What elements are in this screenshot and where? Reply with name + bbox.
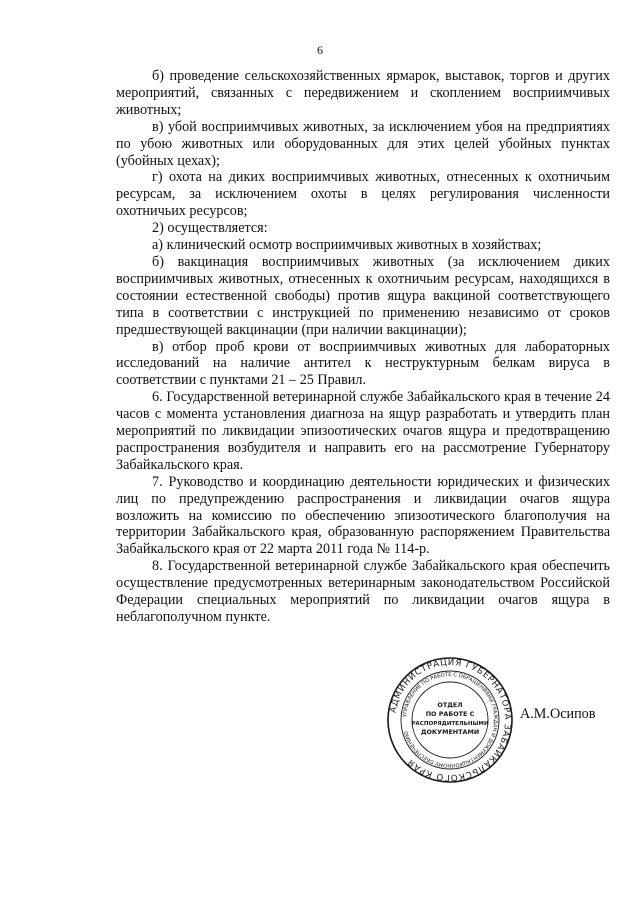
stamp-center-line-2: ПО РАБОТЕ С xyxy=(425,710,475,718)
stamp-center-line-3: РАСПОРЯДИТЕЛЬНЫМИ xyxy=(411,721,489,727)
stamp-outer-text: АДМИНИСТРАЦИЯ ГУБЕРНАТОРА ЗАБАЙКАЛЬСКОГО КРАЯ xyxy=(388,657,513,783)
paragraph-1g: г) охота на диких восприимчивых животных, отнесенных к охотничьим ресурсам, за исключением охоты в целях регулирования численности охотничьих ресурсов; xyxy=(116,169,610,220)
paragraph-1b: б) проведение сельскохозяйственных ярмарок, выставок, торгов и других мероприятий, связанных с передвижением и скоплением восприимчивых животных; xyxy=(116,68,610,118)
paragraph-2: 2) осуществляется: xyxy=(152,220,268,237)
paragraph-7: 7. Руководство и координацию деятельности юридических и физических лиц по предупреждению распространения и ликвидации очагов ящура возложить на комиссию по обеспечению эпизоотического благополучия на территории Забайкальского края, образованную распоряжением Правительства Забайкальского края от 22 марта 2011 года № 114-р. xyxy=(116,473,610,558)
official-stamp xyxy=(385,655,515,785)
paragraph-2a: а) клинический осмотр восприимчивых животных в хозяйствах; xyxy=(152,237,542,254)
stamp-inner-text: УПРАВЛЕНИЕ ПО РАБОТЕ С ОБРАЩЕНИЯМИ ГРАЖДАН И ДОКУМЕНТАЦИОННОМУ ОБЕСПЕЧЕНИЮ xyxy=(402,671,499,769)
paragraph-6: 6. Государственной ветеринарной службе Забайкальского края в течение 24 часов с момента установления диагноза на ящур разработать и утвердить план мероприятий по ликвидации эпизоотических очагов ящура и предотвращению распространения возбудителя и направить его на рассмотрение Губернатору Забайкальского края. xyxy=(116,389,610,473)
svg-text:УПРАВЛЕНИЕ ПО РАБОТЕ С ОБРАЩЕН xyxy=(402,672,498,768)
stamp-center-line-4: ДОКУМЕНТАМИ xyxy=(420,728,480,736)
stamp-center-line-1: ОТДЕЛ xyxy=(437,701,463,709)
document-body xyxy=(116,68,610,626)
signer-name: А.М.Осипов xyxy=(520,706,596,722)
paragraph-2b: б) вакцинация восприимчивых животных (за исключением диких восприимчивых животных, отнесенных к охотничьим ресурсам, находящихся в состоянии естественной свободы) против ящура вакциной соответствующего типа в соответствии с инструкцией по применению независимо от сроков предшествующей вакцинации (при наличии вакцинации); xyxy=(116,253,610,338)
page-number: 6 xyxy=(317,43,323,57)
paragraph-1v: в) убой восприимчивых животных, за исключением убоя на предприятиях по убою животных или оборудованных для этих целей убойных пунктах (убойных цехах); xyxy=(116,118,610,169)
paragraph-8: 8. Государственной ветеринарной службе Забайкальского края обеспечить осуществление предусмотренных ветеринарным законодательством Российской Федерации специальных мероприятий по ликвидации очагов ящура в неблагополучном пункте. xyxy=(116,558,610,625)
paragraph-2v: в) отбор проб крови от восприимчивых животных для лабораторных исследований на наличие антител к неструктурным белкам вируса в соответствии с пунктами 21 – 25 Правил. xyxy=(116,338,610,389)
